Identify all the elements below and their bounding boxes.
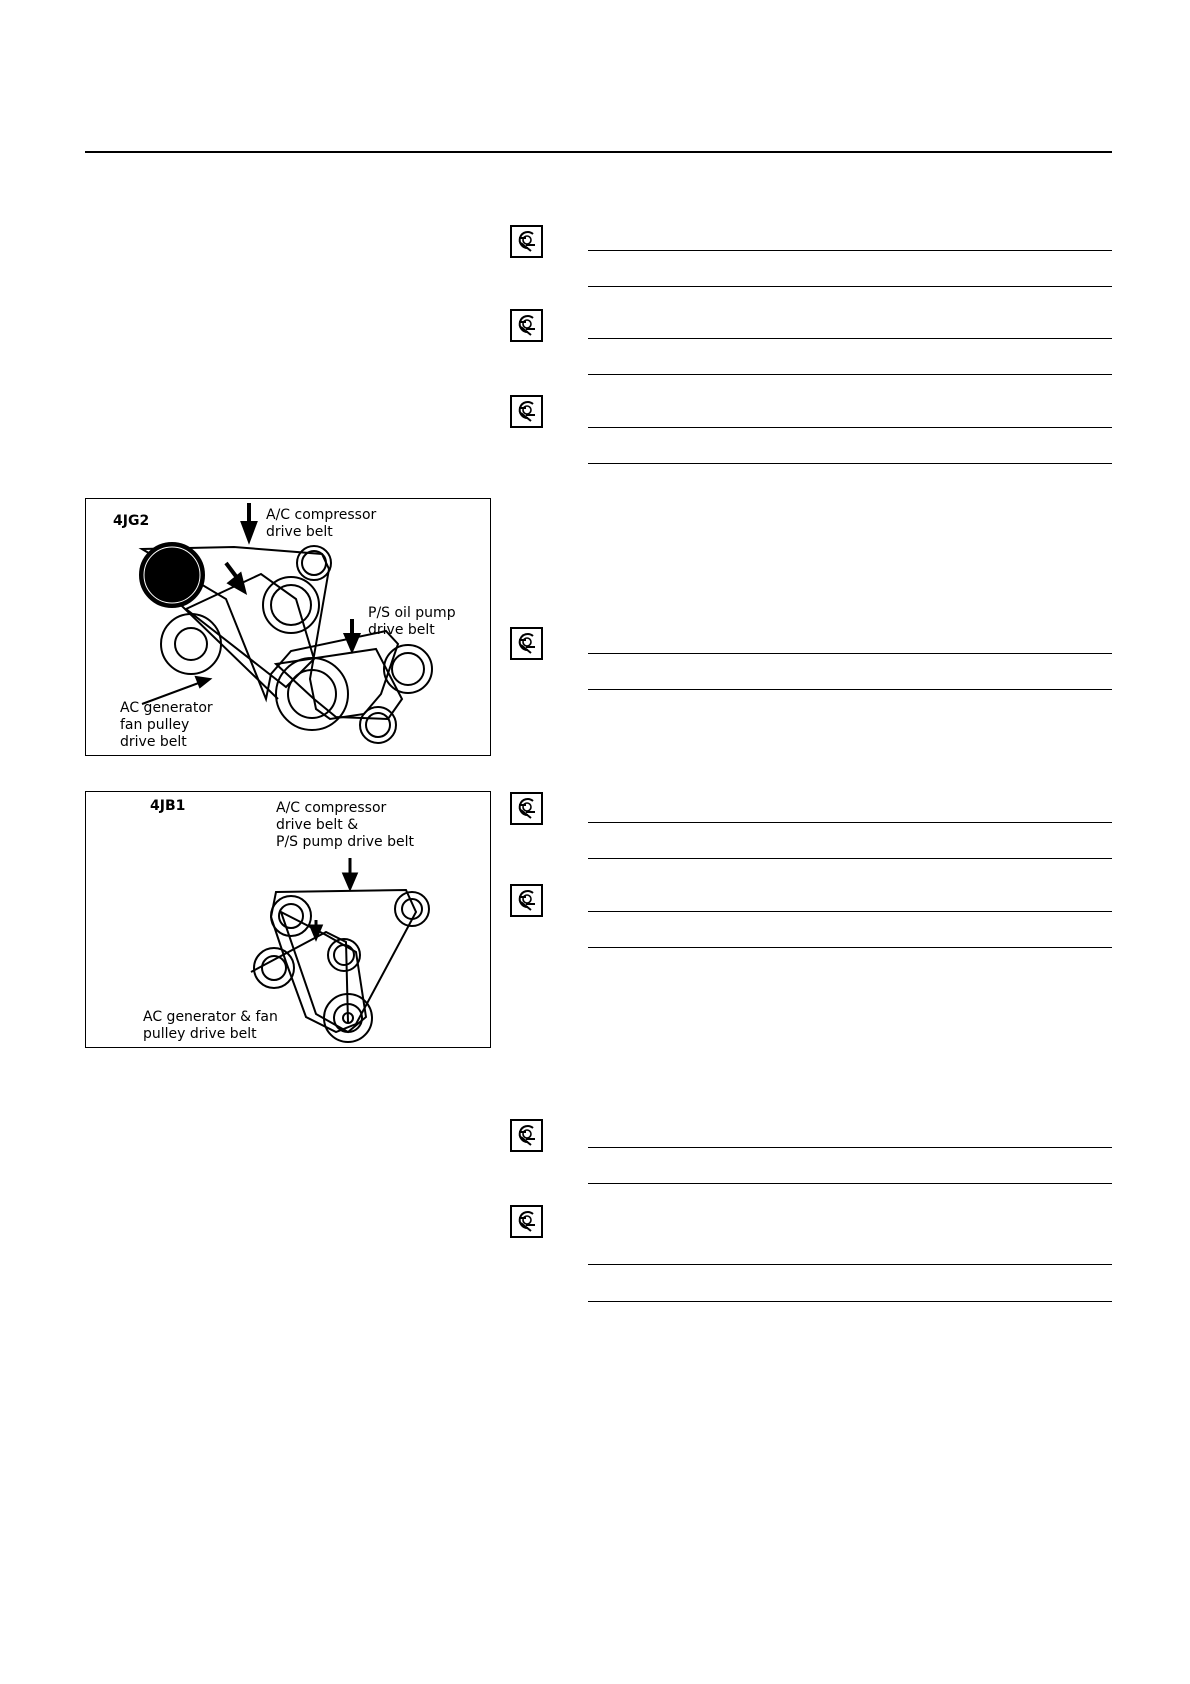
spec-line: [588, 947, 1112, 948]
spec-line: [588, 822, 1112, 823]
wrench-inspection-icon: [510, 1205, 543, 1238]
spec-line: [588, 1183, 1112, 1184]
spec-line: [588, 911, 1112, 912]
spec-line: [588, 689, 1112, 690]
figure-engine-label: 4JB1: [150, 798, 186, 814]
gen-belt-label-line3: drive belt: [120, 734, 187, 750]
spec-line: [588, 858, 1112, 859]
spec-line: [588, 250, 1112, 251]
gen-belt-label-line1: AC generator: [120, 700, 213, 716]
wrench-inspection-icon: [510, 225, 543, 258]
ac-belt-label-line1: A/C compressor: [266, 507, 377, 523]
spec-line: [588, 653, 1112, 654]
ps-belt-label-line1: P/S oil pump: [368, 605, 456, 621]
gen-belt-label-line2: pulley drive belt: [143, 1026, 257, 1042]
figure-engine-label: 4JG2: [113, 513, 150, 529]
wrench-inspection-icon: [510, 395, 543, 428]
wrench-inspection-icon: [510, 792, 543, 825]
figure-4jg2-belt-diagram: [85, 498, 491, 756]
spec-line: [588, 338, 1112, 339]
wrench-inspection-icon: [510, 309, 543, 342]
gen-belt-label-line2: fan pulley: [120, 717, 190, 733]
figure-4jb1-belt-diagram: [85, 791, 491, 1048]
ac-ps-belt-label-line2: drive belt &: [276, 817, 359, 833]
wrench-inspection-icon: [510, 627, 543, 660]
pulleys: [254, 892, 429, 1042]
wrench-inspection-icon: [510, 884, 543, 917]
ps-belt-label-line2: drive belt: [368, 622, 435, 638]
spec-line: [588, 463, 1112, 464]
ac-belt-label-line2: drive belt: [266, 524, 333, 540]
spec-line: [588, 427, 1112, 428]
spec-line: [588, 1147, 1112, 1148]
spec-line: [588, 286, 1112, 287]
spec-line: [588, 374, 1112, 375]
spec-line: [588, 1301, 1112, 1302]
header-rule: [85, 151, 1112, 153]
spec-line: [588, 1264, 1112, 1265]
ac-ps-belt-label-line1: A/C compressor: [276, 800, 387, 816]
ac-ps-belt-label-line3: P/S pump drive belt: [276, 834, 414, 850]
wrench-inspection-icon: [510, 1119, 543, 1152]
gen-belt-label-line1: AC generator & fan: [143, 1009, 278, 1025]
indicator-arrows: [311, 858, 356, 938]
